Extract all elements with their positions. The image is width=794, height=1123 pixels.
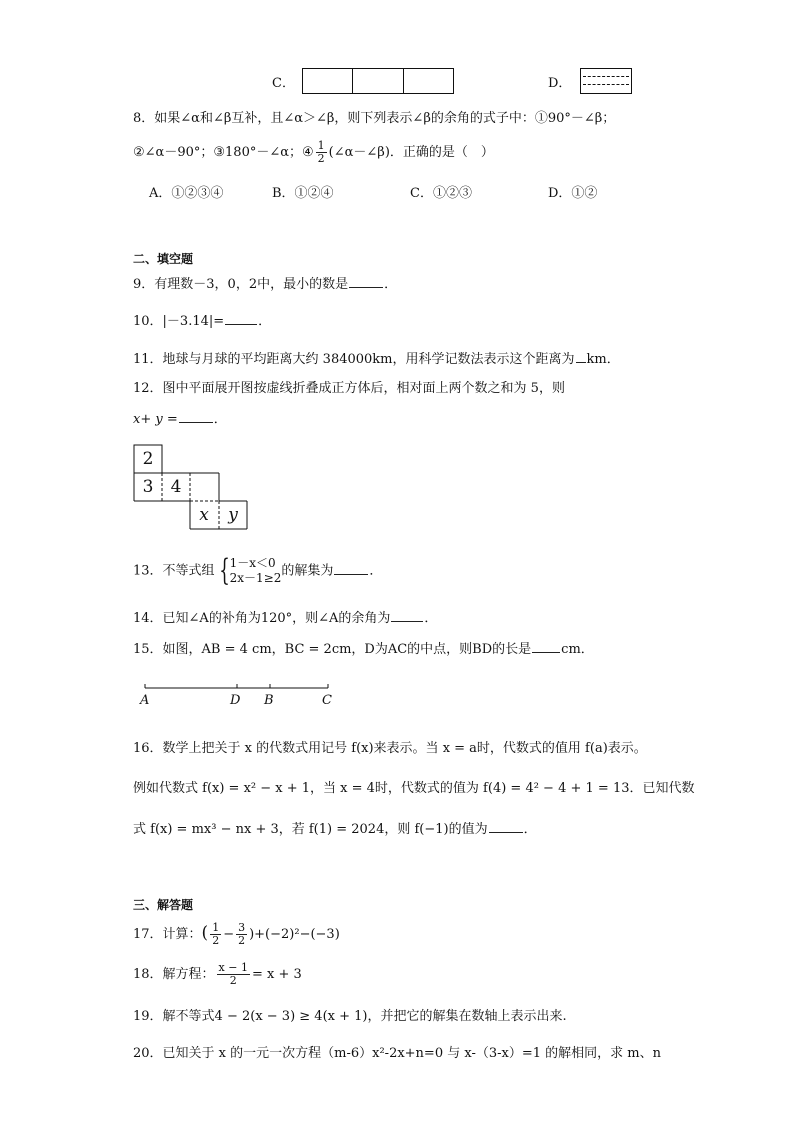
section-heading-fill: 二、填空题 bbox=[133, 252, 194, 266]
net-cell-x: x bbox=[199, 505, 209, 525]
q8-line2: ②∠α－90°；③180°－∠α；④ $\frac{1}{2}$ (∠α－∠β)．正确的是（ ） bbox=[133, 139, 494, 165]
q9: 9．有理数－3，0，2中，最小的数是 ． bbox=[133, 277, 398, 292]
q19: 19．解不等式4 − 2(x − 3) ≥ 4(x + 1)，并把它的解集在数轴上表示出来. bbox=[133, 1009, 567, 1024]
q17: 17．计算：( $\frac{1}{2}$ − $\frac{3}{2}$ )+(−2)²−(−3) bbox=[133, 921, 340, 947]
q8-option-b: B．①②④ bbox=[272, 186, 334, 201]
point-c-label: C bbox=[322, 693, 332, 708]
q8-line1: 8．如果∠α和∠β互补，且∠α＞∠β，则下列表示∠β的余角的式子中：①90°－∠β； bbox=[133, 111, 616, 126]
fraction: $\frac{1}{2}$ bbox=[317, 139, 325, 165]
q8-option-a: A．①②③④ bbox=[149, 186, 224, 201]
q16-line2: 例如代数式 f(x) = x² − x + 1，当 x = 4时，代数式的值为 f(4) = 4² − 4 + 1 = 13．已知代数 bbox=[133, 781, 695, 796]
q13: 13．不等式组 { 1－x＜0 2x－1≥2 的解集为 ． bbox=[133, 553, 383, 588]
q14: 14．已知∠A的补角为120°，则∠A的余角为 ． bbox=[133, 611, 438, 626]
segment-figure bbox=[140, 680, 340, 710]
q8-option-d: D．①② bbox=[548, 186, 598, 201]
net-cell-2: 2 bbox=[142, 449, 154, 469]
q12-line2: x+ y = ． bbox=[133, 412, 227, 427]
option-d-figure bbox=[580, 68, 632, 94]
cube-net-figure bbox=[133, 444, 248, 530]
point-b-label: B bbox=[264, 693, 274, 708]
point-d-label: D bbox=[230, 693, 241, 708]
q16-line1: 16．数学上把关于 x 的代数式用记号 f(x)来表示。当 x = a时，代数式的值用 f(a)表示。 bbox=[133, 741, 647, 756]
q18: 18．解方程： $\frac{x - 1}{2}$ = x + 3 bbox=[133, 961, 302, 987]
net-cell-y: y bbox=[228, 505, 238, 525]
q15: 15．如图，AB = 4 cm，BC = 2cm，D为AC的中点，则BD的长是 cm． bbox=[133, 642, 594, 657]
option-d-label: D． bbox=[548, 76, 572, 91]
q12-line1: 12．图中平面展开图按虚线折叠成正方体后，相对面上两个数之和为 5，则 bbox=[133, 381, 565, 396]
net-cell-4: 4 bbox=[170, 477, 182, 497]
point-a-label: A bbox=[140, 693, 150, 708]
net-cell-3: 3 bbox=[142, 477, 154, 497]
option-c-figure bbox=[302, 68, 454, 94]
q8-option-c: C．①②③ bbox=[410, 186, 472, 201]
q16-line3: 式 f(x) = mx³ − nx + 3，若 f(1) = 2024，则 f(−1)的值为 ． bbox=[133, 822, 537, 837]
q20: 20．已知关于 x 的一元一次方程（m-6）x²-2x+n=0 与 x-（3-x）=1 的解相同，求 m、n bbox=[133, 1046, 661, 1061]
q11: 11．地球与月球的平均距离大约 384000km，用科学记数法表示这个距离为 km． bbox=[133, 352, 620, 367]
q10: 10．|－3.14|= ． bbox=[133, 314, 272, 329]
option-c-label: C． bbox=[272, 76, 295, 91]
section-heading-solve: 三、解答题 bbox=[133, 898, 194, 912]
